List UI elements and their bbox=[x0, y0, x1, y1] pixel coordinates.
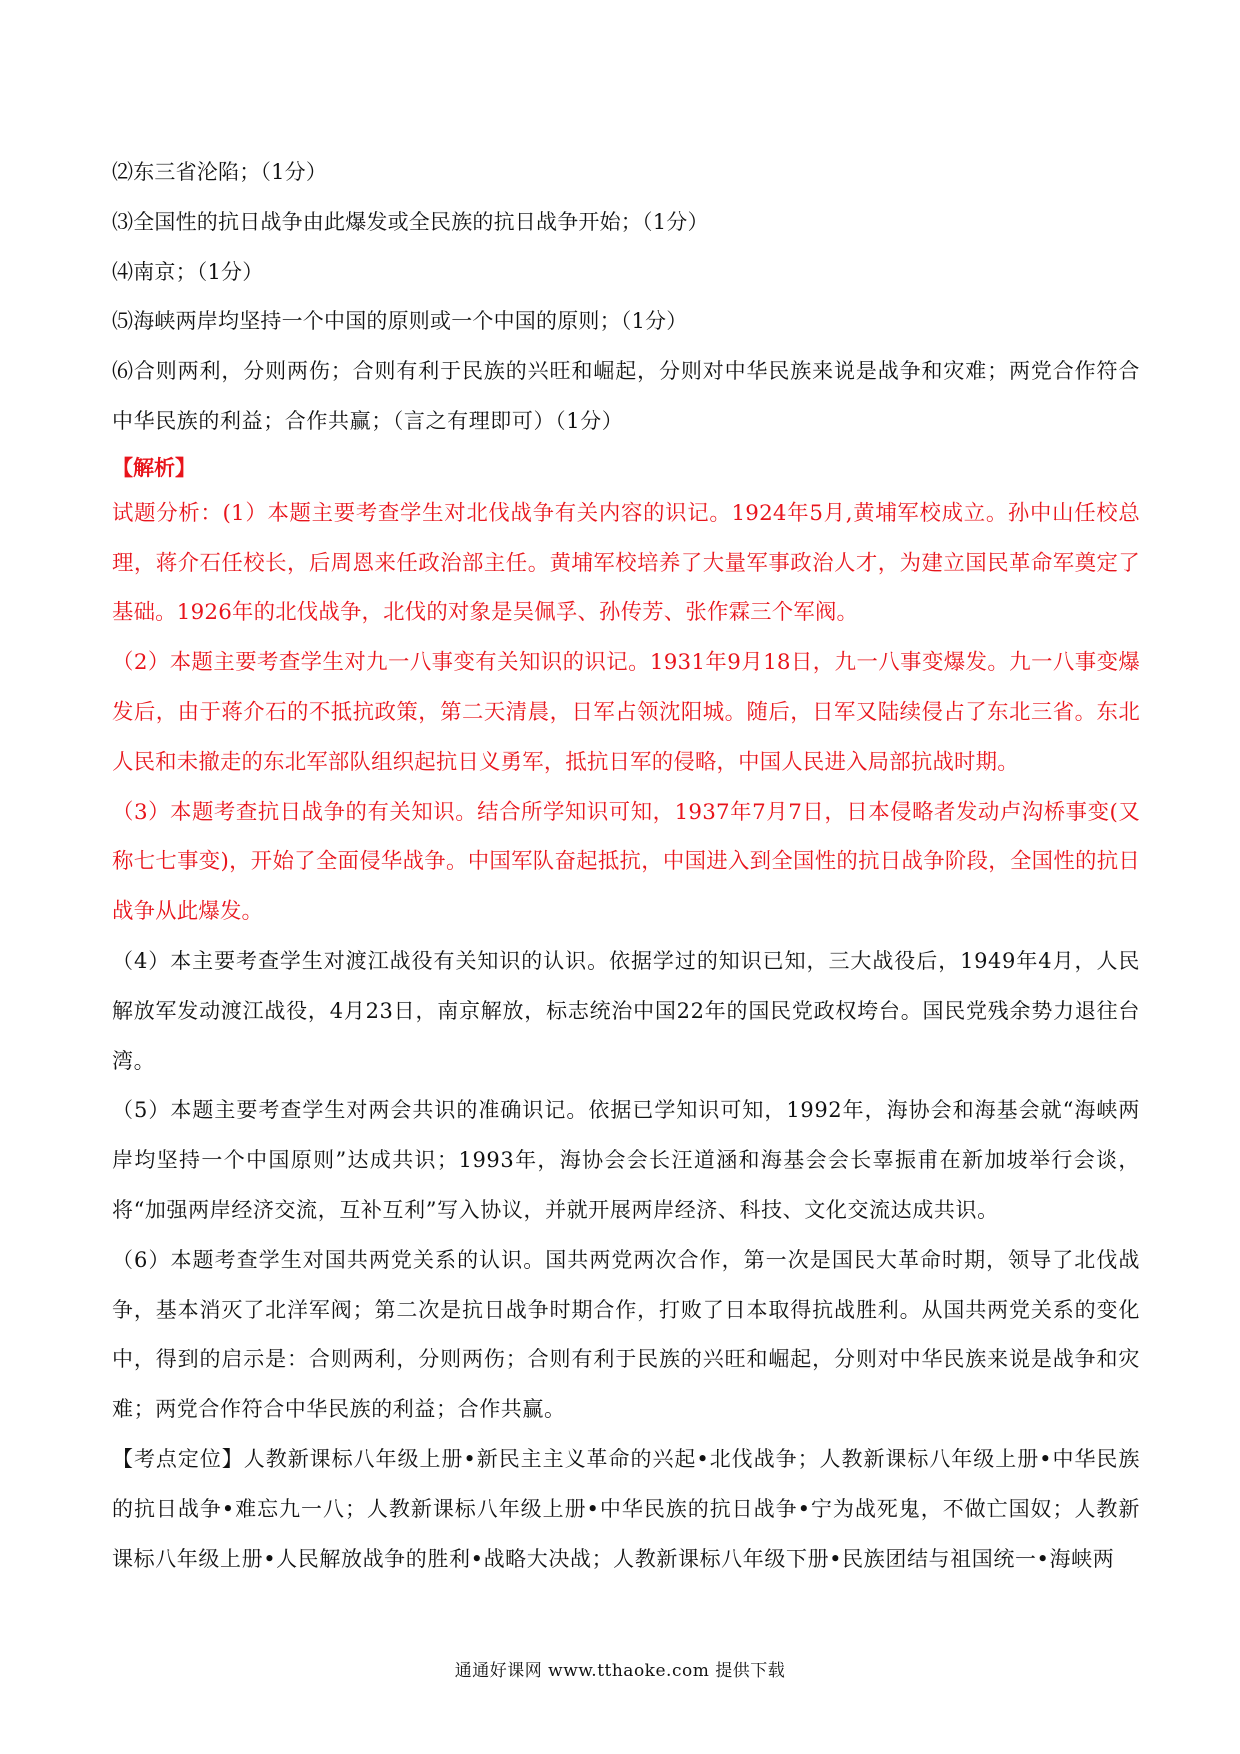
answer-6: ⑹合则两利，分则两伤；合则有利于民族的兴旺和崛起，分则对中华民族来说是战争和灾难；两党合作符合中华民族的利益；合作共赢；（言之有理即可）（1分） bbox=[112, 359, 1140, 433]
analysis-paragraph-5: （5）本题主要考查学生对两会共识的准确识记。依据已学知识可知，1992年，海协会和海基会就“海峡两岸均坚持一个中国原则”达成共识；1993年，海协会会长汪道涵和海基会会长辜振甫在新加坡举行会谈，将“加强两岸经济交流，互补互利”写入协议，并就开展两岸经济、科技、文化交流达成共识。 bbox=[112, 1098, 1140, 1222]
analysis-paragraph-4: （4）本主要考查学生对渡江战役有关知识的认识。依据学过的知识已知，三大战役后，1949年4月，人民解放军发动渡江战役，4月23日，南京解放，标志统治中国22年的国民党政权垮台。国民党残余势力退往台湾。 bbox=[112, 948, 1140, 1073]
analysis-paragraph-2: （2）本题主要考查学生对九一八事变有关知识的识记。1931年9月18日，九一八事变爆发。九一八事变爆发后，由于蒋介石的不抵抗政策，第二天清晨，日军占领沈阳城。随后，日军又陆续侵占了东北三省。东北人民和未撤走的东北军部队组织起抗日义勇军，抵抗日军的侵略，中国人民进入局部抗战时期。 bbox=[112, 650, 1140, 775]
knowledge-point-paragraph: 【考点定位】人教新课标八年级上册•新民主主义革命的兴起•北伐战争；人教新课标八年级上册•中华民族的抗日战争•难忘九一八；人教新课标八年级上册•中华民族的抗日战争•宁为战死鬼，不做亡国奴；人教新课标八年级上册•人民解放战争的胜利•战略大决战；人教新课标八年级下册•民族团结与祖国统一•海峡两 bbox=[112, 1446, 1140, 1571]
answer-4: ⑷南京；（1分） bbox=[112, 259, 264, 284]
document-page bbox=[112, 148, 1140, 1584]
analysis-paragraph-1: 试题分析：(1）本题主要考查学生对北伐战争有关内容的识记。1924年5月,黄埔军校成立。孙中山任校总理，蒋介石任校长，后周恩来任政治部主任。黄埔军校培养了大量军事政治人才，为建立国民革命军奠定了基础。1926年的北伐战争，北伐的对象是吴佩孚、孙传芳、张作霖三个军阀。 bbox=[112, 500, 1140, 626]
analysis-heading: 【解析】 bbox=[112, 454, 196, 480]
answer-2: ⑵东三省沦陷；（1分） bbox=[112, 160, 328, 184]
answer-3: ⑶全国性的抗日战争由此爆发或全民族的抗日战争开始；（1分） bbox=[112, 209, 709, 234]
page-footer: 通通好课网 www.tthaoke.com 提供下载 bbox=[454, 1661, 786, 1681]
analysis-paragraph-3: （3）本题考查抗日战争的有关知识。结合所学知识可知，1937年7月7日，日本侵略者发动卢沟桥事变(又称七七事变)，开始了全面侵华战争。中国军队奋起抵抗，中国进入到全国性的抗日战争阶段，全国性的抗日战争从此爆发。 bbox=[112, 799, 1140, 925]
analysis-paragraph-6: （6）本题考查学生对国共两党关系的认识。国共两党两次合作，第一次是国民大革命时期，领导了北伐战争，基本消灭了北洋军阀；第二次是抗日战争时期合作，打败了日本取得抗战胜利。从国共两党关系的变化中，得到的启示是：合则两利，分则两伤；合则有利于民族的兴旺和崛起，分则对中华民族来说是战争和灾难；两党合作符合中华民族的利益；合作共赢。 bbox=[112, 1247, 1140, 1422]
answer-5: ⑸海峡两岸均坚持一个中国的原则或一个中国的原则；（1分） bbox=[112, 309, 688, 334]
